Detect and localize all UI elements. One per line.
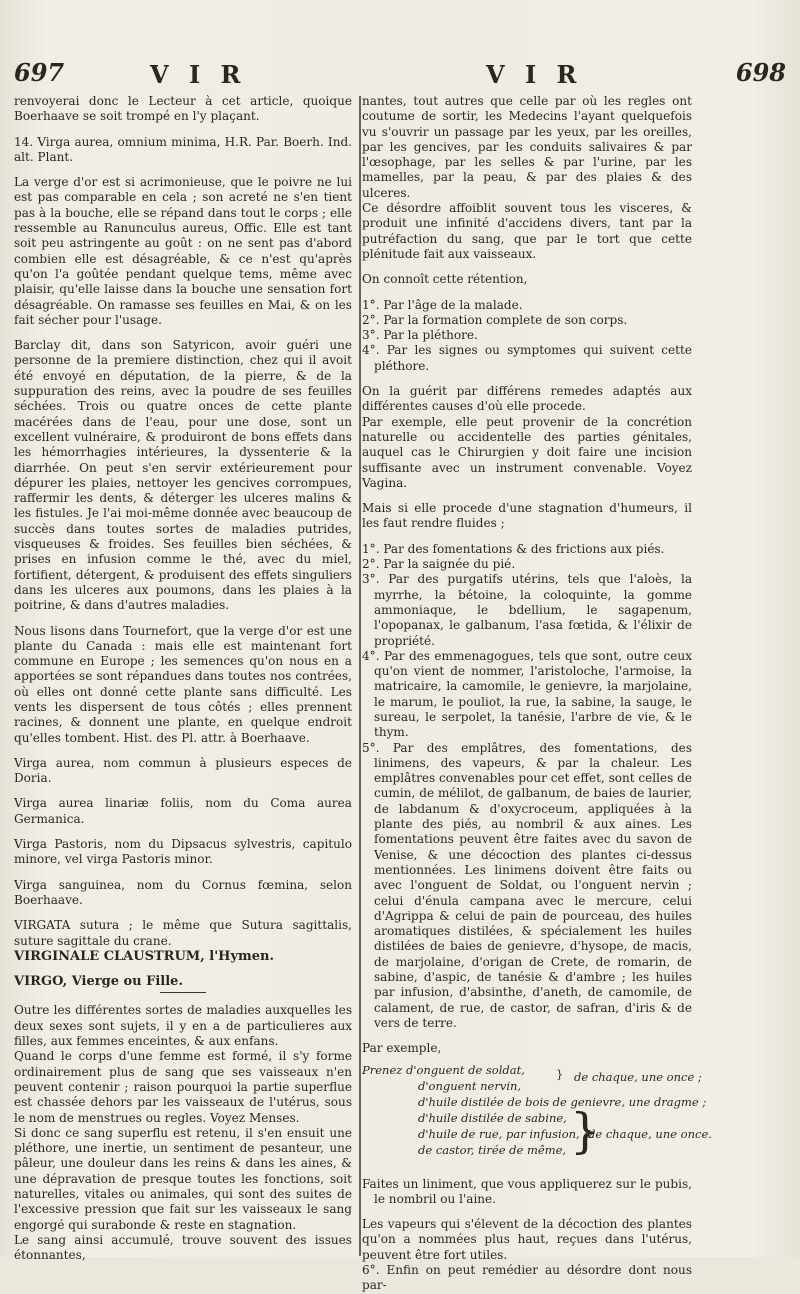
paragraph: Quand le corps d'une femme est formé, il s'y forme ordinairement plus de sang que ses vaisseaux n'en peuvent contenir ; raison pourquoi la partie superflue est chassée dehors par les vaisseaux de l'utérus, sous le nom de menstrues ou regles. Voyez Menses. <box>14 1049 352 1125</box>
paragraph: Barclay dit, dans son Satyricon, avoir guéri une personne de la premiere distinction, chez qui il avoit été envoyé en députation, de la pierre, & de la suppuration des reins, avec la poudre de ses feuilles séchées. Trois ou quatre onces de cette plante macérées dans de l'eau, pour une dose, sont un excellent vulnéraire, & produiront de bons effets dans les hémorrhagies intérieures, la dyssenterie & la diarrhée. On peut s'en servir extérieurement pour dépurer les plaies, nettoyer les gencives corrompues, raffermir les dents, & déterger les ulceres malins & les fistules. Je l'ai moi-même donnée avec beaucoup de succès dans toutes sortes de maladies putrides, visqueuses & froides. Ses feuilles bien séchées, & prises en infusion comme le thé, avec du miel, fortifient, détergent, & produisent des effets singuliers dans les ulceres aux poumons, dans les plaies à la poitrine, & dans d'autres maladies. <box>14 338 352 613</box>
list-item: 1°. Par l'âge de la malade. <box>362 297 523 312</box>
entry-heading: VIRGINALE CLAUSTRUM, l'Hymen. <box>14 948 275 964</box>
paragraph: On la guérit par différens remedes adaptés aux différentes causes d'où elle procede. <box>362 384 692 414</box>
list-item: 4°. Par des emmenagogues, tels que sont, outre ceux qu'on vient de nommer, l'aristoloche, l'armoise, la matricaire, la camomile, le genievre, la marjolaine, le marum, le pouliot, la rue, la sabine, la sauge, le sureau, le serpolet, la tanésie, l'arbre de vie, & le thym. <box>362 648 692 740</box>
brace-icon: } <box>570 1102 601 1159</box>
right-running-title: V I R <box>486 60 583 89</box>
list-item: 5°. Par des emplâtres, des fomentations, des linimens, des vapeurs, & par la chaleur. Les emplâtres convenables pour cet effet, sont celles de cumin, de mélilot, de galbanum, de baies de laurier, de labdanum & d'oxycroceum, appliquées à la plante des piés, au nombril & aux aines. Les fomentations peuvent être faites avec du savon de Venise, & une décoction des plantes ci-dessus mentionnées. Les linimens doivent être faits ou avec l'onguent de Soldat, ou l'onguent nervin ; celui d'énula campana avec le mercure, celui d'Agrippa & celui de pain de pourceau, des huiles aromatiques distilées, & spécialement les huiles distilées de baies de genievre, d'hysope, de macis, de marjolaine, d'origan de Crete, de romarin, de sabine, d'aspic, de tanésie & d'ambre ; les huiles par infusion, d'absinthe, d'aneth, de camomile, de calament, de rue, de castor, de safran, d'iris & de vers de terre. <box>362 740 692 1030</box>
paragraph: 6°. Enfin on peut remédier au désordre dont nous par- <box>362 1263 692 1293</box>
recipe-line: d'onguent nervin, <box>418 1078 522 1093</box>
recipe-line: d'huile de rue, par infusion, & <box>418 1126 594 1141</box>
brace-icon: } <box>556 1066 564 1081</box>
entry-heading: 14. Virga aurea, omnium minima, H.R. Par. Boerh. Ind. alt. Plant. <box>14 134 352 164</box>
paragraph: Ce désordre affoiblit souvent tous les visceres, & produit une infinité d'accidens divers, tant par la putréfaction du sang, que par le tort que cette plénitude fait aux vaisseaux. <box>362 201 692 261</box>
entry-heading: VIRGO, Vierge ou Fille. <box>14 974 183 990</box>
recipe-line: Prenez d'onguent de soldat, <box>362 1062 525 1077</box>
entry-heading: Virga aurea linariæ foliis, nom du Coma aurea Germanica. <box>14 796 352 826</box>
section-rule <box>160 992 206 993</box>
right-page-number: 698 <box>735 58 786 87</box>
paragraph: Par exemple, <box>362 1041 442 1056</box>
list-item: 3°. Par la pléthore. <box>362 328 478 343</box>
entry-heading: Virga Pastoris, nom du Dipsacus sylvestris, capitulo minore, vel virga Pastoris minor. <box>14 837 352 867</box>
paragraph: nantes, tout autres que celle par où les regles ont coutume de sortir, les Medecins l'ayant quelquefois vu s'ouvrir un passage par les yeux, par les oreilles, par les gencives, par les conduits salivaires & par l'œsophage, par les selles & par l'urine, par les mamelles, par la peau, & par des plaies & des ulceres. <box>362 94 692 200</box>
right-column <box>362 94 712 1294</box>
paragraph: Le sang ainsi accumulé, trouve souvent des issues étonnantes, <box>14 1232 352 1263</box>
paragraph: Nous lisons dans Tournefort, que la verge d'or est une plante du Canada : mais elle est maintenant fort commune en Europe ; les semences qu'on nous en a apportées se sont répandues dans toutes nos contrées, où elles ont donné cette plante sans difficulté. Les vents les dispersent de tous côtés ; elles prennent racines, & donnent une plante, en quelque endroit qu'elles tombent. Hist. des Pl. attr. à Boerhaave. <box>14 623 352 745</box>
left-column <box>14 94 352 1263</box>
left-page-number: 697 <box>14 58 65 87</box>
recipe-quantity: de chaque, une once ; <box>574 1069 702 1084</box>
paragraph: Faites un liniment, que vous appliquerez sur le pubis, le nombril ou l'aine. <box>362 1176 692 1206</box>
left-running-title: V I R <box>150 60 247 89</box>
paragraph: Si donc ce sang superflu est retenu, il s'en ensuit une pléthore, une inertie, un sentiment de pesanteur, une pâleur, une douleur dans les reins & dans les aines, & une dépravation de presque toutes les fonctions, soit naturelles, vitales ou animales, qui sont des suites de l'excessive pression que fait sur les vaisseaux le sang engorgé qui surabonde & reste en stagnation. <box>14 1125 352 1232</box>
recipe-block <box>362 1061 712 1167</box>
column-divider <box>359 96 361 1256</box>
list-item: 2°. Par la saignée du pié. <box>362 557 516 572</box>
recipe-quantity: de chaque, une once. <box>588 1126 712 1141</box>
recipe-line: d'huile distilée de sabine, <box>418 1110 567 1125</box>
paragraph: On connoît cette rétention, <box>362 272 528 287</box>
entry-heading: VIRGATA sutura ; le même que Sutura sagittalis, suture sagittale du crane. <box>14 918 352 948</box>
paragraph: Les vapeurs qui s'élevent de la décoction des plantes qu'on a nommées plus haut, reçues dans l'utérus, peuvent être fort utiles. <box>362 1217 692 1262</box>
paragraph: La verge d'or est si acrimonieuse, que le poivre ne lui est pas comparable en cela ; son acreté ne s'en tient pas à la bouche, elle se répand dans tout le corps ; elle ressemble au Ranunculus aureus, Offic. Elle est tant soit peu astringente au goût : on ne sent pas d'abord combien elle est désagréable, & ce n'est qu'après qu'on l'a goûtée pendant quelque tems, même avec plaisir, qu'elle laisse dans la bouche une sensation fort désagréable. On ramasse ses feuilles en Mai, & on les fait sécher pour l'usage. <box>14 175 352 327</box>
paragraph: renvoyerai donc le Lecteur à cet article, quoique Boerhaave se soit trompé en l'y plaçant. <box>14 94 352 124</box>
list-item: 3°. Par des purgatifs utérins, tels que l'aloès, la myrrhe, la bétoine, la coloquinte, la gomme ammoniaque, le bdellium, le sagapenum, l'opopanax, le galbanum, l'asa fœtida, & l'élixir de propriété. <box>362 572 692 648</box>
paragraph: Outre les différentes sortes de maladies auxquelles les deux sexes sont sujets, il y en a de particulieres aux filles, aux femmes enceintes, & aux enfans. <box>14 1003 352 1049</box>
paragraph: Mais si elle procede d'une stagnation d'humeurs, il les faut rendre fluides ; <box>362 501 692 531</box>
recipe-line: d'huile distilée de bois de genievre, une dragme ; <box>418 1094 707 1109</box>
entry-heading: Virga sanguinea, nom du Cornus fœmina, selon Boerhaave. <box>14 877 352 907</box>
recipe-line: de castor, tirée de même, <box>418 1142 567 1157</box>
page-header <box>0 58 800 94</box>
list-item: 4°. Par les signes ou symptomes qui suivent cette pléthore. <box>362 343 692 373</box>
list-item: 2°. Par la formation complete de son corps. <box>362 312 628 327</box>
list-item: 1°. Par des fomentations & des frictions aux piés. <box>362 541 665 556</box>
entry-heading: Virga aurea, nom commun à plusieurs especes de Doria. <box>14 755 352 786</box>
paragraph: Par exemple, elle peut provenir de la concrétion naturelle ou accidentelle des parties génitales, auquel cas le Chirurgien y doit faire une incision suffisante avec un instrument convenable. Voyez Vagina. <box>362 414 692 490</box>
